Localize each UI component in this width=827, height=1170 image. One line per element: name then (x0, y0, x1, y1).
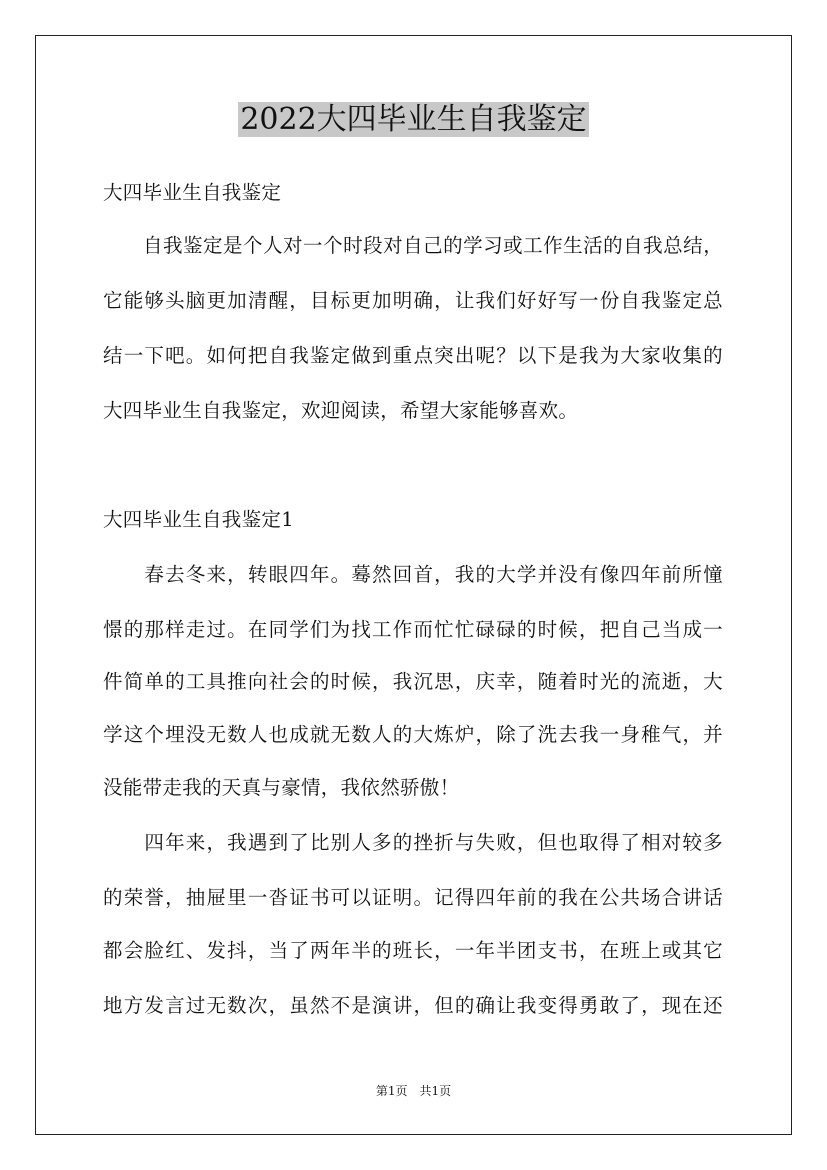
paragraph-line: 它能够头脑更加清醒，目标更加明确，让我们好好写一份自我鉴定总 (103, 289, 723, 312)
paragraph-line: 学这个埋没无数人也成就无数人的大炼炉，除了洗去我一身稚气，并 (103, 723, 723, 746)
paragraph-line: 自我鉴定是个人对一个时段对自己的学习或工作生活的自我总结， (103, 234, 723, 257)
paragraph-line: 没能带走我的天真与豪情，我依然骄傲！ (103, 776, 460, 799)
paragraph-line: 憬的那样走过。在同学们为找工作而忙忙碌碌的时候，把自己当成一 (103, 618, 723, 641)
paragraph-line: 大四毕业生自我鉴定，欢迎阅读，希望大家能够喜欢。 (103, 399, 579, 422)
paragraph-line: 件简单的工具推向社会的时候，我沉思，庆幸，随着时光的流逝，大 (103, 670, 723, 693)
paragraph-line: 结一下吧。如何把自我鉴定做到重点突出呢？以下是我为大家收集的 (103, 344, 723, 367)
paragraph-line: 都会脸红、发抖，当了两年半的班长，一年半团支书，在班上或其它 (103, 939, 723, 962)
section-heading: 大四毕业生自我鉴定 (103, 181, 282, 204)
document-title: 2022大四毕业生自我鉴定 (240, 102, 587, 137)
section-heading: 大四毕业生自我鉴定1 (103, 508, 294, 531)
page-footer: 第1页 共1页 (375, 1084, 452, 1098)
paragraph-line: 春去冬来，转眼四年。蓦然回首，我的大学并没有像四年前所憧 (103, 563, 723, 586)
paragraph-line: 四年来，我遇到了比别人多的挫折与失败，但也取得了相对较多 (103, 831, 723, 854)
paragraph-line: 的荣誉，抽屉里一沓证书可以证明。记得四年前的我在公共场合讲话 (103, 886, 723, 909)
paragraph-line: 地方发言过无数次，虽然不是演讲，但的确让我变得勇敢了，现在还 (103, 994, 723, 1017)
